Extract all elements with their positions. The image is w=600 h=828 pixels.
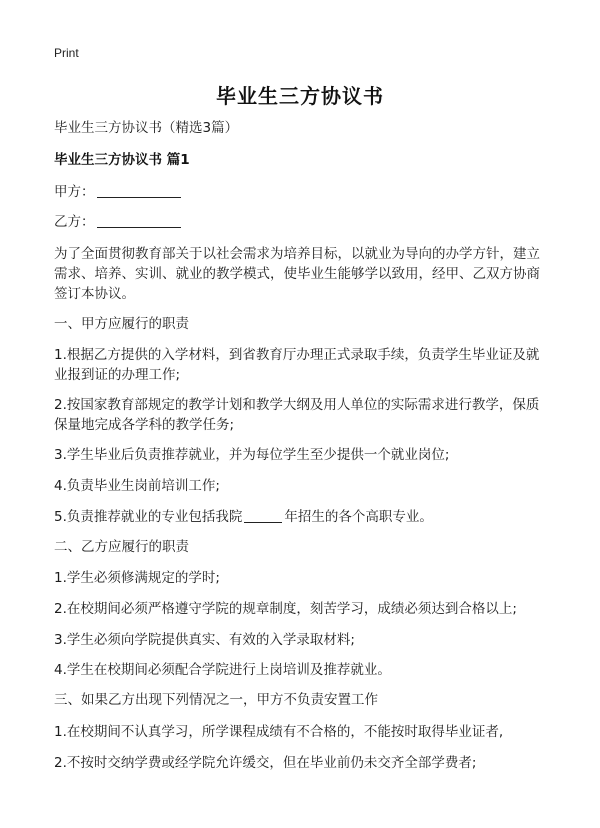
print-link[interactable]: Print <box>54 46 79 60</box>
intro-line: 为了全面贯彻教育部关于以社会需求为培养目标，以就业为导向的办学方针，建立 <box>54 246 540 262</box>
party-b-line <box>54 212 554 232</box>
year-blank <box>244 508 282 523</box>
duty-a3: 3.学生毕业后负责推荐就业，并为每位学生至少提供一个就业岗位; <box>54 447 450 463</box>
page-title: 毕业生三方协议书 <box>216 84 384 108</box>
duty-a5-pre: 5.负责推荐就业的专业包括我院 <box>54 509 243 525</box>
duty-a2: 2.按国家教育部规定的教学计划和教学大纲及用人单位的实际需求进行教学，保质 <box>54 397 540 413</box>
section-heading: 毕业生三方协议书 篇1 <box>54 152 190 168</box>
duty-a5-post: 年招生的各个高职专业。 <box>284 509 433 525</box>
duty-a1: 1.根据乙方提供的入学材料，到省教育厅办理正式录取手续，负责学生毕业证及就 <box>54 347 540 363</box>
intro-line: 签订本协议。 <box>54 286 135 302</box>
intro-line: 需求、培养、实训、就业的教学模式，使毕业生能够学以致用，经甲、乙双方协商 <box>54 266 540 282</box>
duty-b2: 2.在校期间必须严格遵守学院的规章制度，刻苦学习，成绩必须达到合格以上; <box>54 601 517 617</box>
party-a-label: 甲方： <box>54 184 95 200</box>
exempt-item: 2.不按时交纳学费或经学院允许缓交，但在毕业前仍未交齐全部学费者; <box>54 755 477 771</box>
duty-a1: 业报到证的办理工作; <box>54 367 181 383</box>
duties-a-heading: 一、甲方应履行的职责 <box>54 316 189 332</box>
party-b-blank <box>97 213 181 228</box>
duty-a2: 保量地完成各学科的教学任务; <box>54 417 235 433</box>
duty-a5 <box>54 507 554 527</box>
party-b-label: 乙方： <box>54 214 95 230</box>
party-a-line <box>54 182 554 202</box>
exempt-heading: 三、如果乙方出现下列情况之一，甲方不负责安置工作 <box>54 692 378 708</box>
party-a-blank <box>97 183 181 198</box>
duty-b1: 1.学生必须修满规定的学时; <box>54 570 220 586</box>
exempt-item: 1.在校期间不认真学习，所学课程成绩有不合格的，不能按时取得毕业证者, <box>54 724 504 740</box>
document-subtitle: 毕业生三方协议书（精选3篇） <box>54 120 239 136</box>
duties-b-heading: 二、乙方应履行的职责 <box>54 539 189 555</box>
duty-b3: 3.学生必须向学院提供真实、有效的入学录取材料; <box>54 632 355 648</box>
duty-b4: 4.学生在校期间必须配合学院进行上岗培训及推荐就业。 <box>54 662 391 678</box>
duty-a4: 4.负责毕业生岗前培训工作; <box>54 478 220 494</box>
